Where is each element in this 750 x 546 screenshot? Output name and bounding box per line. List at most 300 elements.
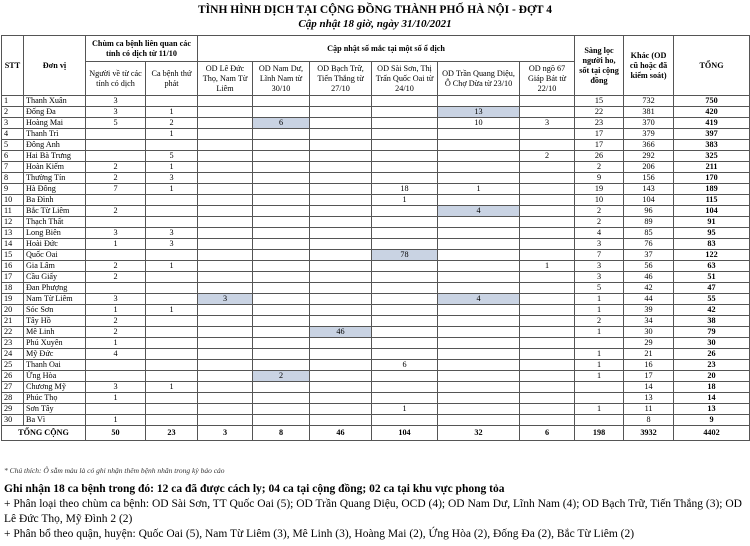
table-header xyxy=(2,36,750,96)
row-value-cell xyxy=(253,327,310,338)
row-total: 26 xyxy=(674,349,750,360)
row-value-cell xyxy=(372,393,438,404)
row-total: 55 xyxy=(674,294,750,305)
row-value-cell xyxy=(520,371,575,382)
row-value-cell xyxy=(253,338,310,349)
row-value-cell xyxy=(198,217,253,228)
row-unit-name: Phúc Thọ xyxy=(24,393,86,404)
row-value-cell xyxy=(253,228,310,239)
row-value-cell xyxy=(253,294,310,305)
row-value-cell xyxy=(438,305,520,316)
row-value-cell: 1 xyxy=(86,338,146,349)
row-screening: 2 xyxy=(575,316,624,327)
table-row xyxy=(2,118,750,129)
row-total: 383 xyxy=(674,140,750,151)
row-unit-name: Hai Bà Trưng xyxy=(24,151,86,162)
row-value-cell xyxy=(438,272,520,283)
row-value-cell: 3 xyxy=(86,382,146,393)
row-screening: 1 xyxy=(575,305,624,316)
row-unit-name: Ứng Hòa xyxy=(24,371,86,382)
row-other: 370 xyxy=(624,118,674,129)
row-unit-name: Nam Từ Liêm xyxy=(24,294,86,305)
row-unit-name: Mê Linh xyxy=(24,327,86,338)
row-value-cell xyxy=(310,173,372,184)
row-value-cell xyxy=(372,239,438,250)
row-total: 23 xyxy=(674,360,750,371)
header-other: Khác (OD cũ hoặc đã kiểm soát) xyxy=(624,36,674,96)
row-value-cell xyxy=(438,228,520,239)
row-value-cell xyxy=(146,415,198,426)
row-stt: 10 xyxy=(2,195,24,206)
row-value-cell xyxy=(198,360,253,371)
row-value-cell xyxy=(198,129,253,140)
table-row xyxy=(2,217,750,228)
table-row xyxy=(2,228,750,239)
row-screening: 19 xyxy=(575,184,624,195)
row-value-cell xyxy=(372,294,438,305)
table-row xyxy=(2,250,750,261)
row-value-cell xyxy=(86,371,146,382)
row-value-cell xyxy=(520,239,575,250)
row-value-cell xyxy=(146,250,198,261)
row-value-cell: 1 xyxy=(146,184,198,195)
summary-headline: Ghi nhận 18 ca bệnh trong đó: 12 ca đã được cách ly; 04 ca tại cộng đồng; 02 ca tại khu vực phong tỏa xyxy=(4,483,505,495)
row-unit-name: Phú Xuyên xyxy=(24,338,86,349)
row-value-cell xyxy=(520,96,575,107)
row-value-cell xyxy=(438,96,520,107)
row-value-cell xyxy=(372,96,438,107)
table-row xyxy=(2,404,750,415)
row-value-cell xyxy=(438,140,520,151)
row-value-cell xyxy=(372,349,438,360)
row-value-cell xyxy=(310,250,372,261)
row-value-cell xyxy=(310,118,372,129)
row-value-cell xyxy=(310,294,372,305)
row-value-cell: 13 xyxy=(438,107,520,118)
row-value-cell: 2 xyxy=(86,272,146,283)
row-value-cell: 2 xyxy=(86,316,146,327)
row-value-cell xyxy=(198,239,253,250)
row-value-cell xyxy=(438,404,520,415)
row-value-cell xyxy=(520,382,575,393)
row-value-cell xyxy=(520,283,575,294)
table-row xyxy=(2,129,750,140)
header-unit: Đơn vị xyxy=(24,36,86,96)
row-value-cell xyxy=(310,162,372,173)
row-value-cell xyxy=(438,239,520,250)
row-value-cell xyxy=(310,382,372,393)
row-value-cell xyxy=(253,162,310,173)
row-value-cell xyxy=(198,283,253,294)
row-value-cell xyxy=(198,228,253,239)
row-value-cell xyxy=(253,360,310,371)
table-body xyxy=(2,96,750,426)
row-value-cell xyxy=(146,338,198,349)
total-other: 3932 xyxy=(624,426,674,441)
row-unit-name: Sơn Tây xyxy=(24,404,86,415)
row-value-cell xyxy=(520,217,575,228)
row-total: 95 xyxy=(674,228,750,239)
row-stt: 11 xyxy=(2,206,24,217)
row-unit-name: Cầu Giấy xyxy=(24,272,86,283)
row-value-cell xyxy=(310,349,372,360)
row-total: 122 xyxy=(674,250,750,261)
row-value-cell xyxy=(520,140,575,151)
row-value-cell xyxy=(310,184,372,195)
row-value-cell: 2 xyxy=(86,162,146,173)
row-total: 18 xyxy=(674,382,750,393)
row-value-cell: 2 xyxy=(86,327,146,338)
row-stt: 13 xyxy=(2,228,24,239)
row-value-cell xyxy=(438,195,520,206)
row-value-cell xyxy=(253,349,310,360)
row-value-cell xyxy=(86,195,146,206)
row-total: 750 xyxy=(674,96,750,107)
row-other: 21 xyxy=(624,349,674,360)
row-value-cell xyxy=(198,118,253,129)
row-value-cell xyxy=(438,338,520,349)
row-total: 14 xyxy=(674,393,750,404)
row-value-cell xyxy=(438,129,520,140)
row-other: 34 xyxy=(624,316,674,327)
row-unit-name: Sóc Sơn xyxy=(24,305,86,316)
row-unit-name: Đông Anh xyxy=(24,140,86,151)
row-unit-name: Gia Lâm xyxy=(24,261,86,272)
row-stt: 5 xyxy=(2,140,24,151)
row-screening: 2 xyxy=(575,162,624,173)
row-value-cell xyxy=(372,327,438,338)
row-value-cell: 18 xyxy=(372,184,438,195)
report-title: TÌNH HÌNH DỊCH TẠI CỘNG ĐỒNG THÀNH PHỐ HÀ NỘI - ĐỢT 4 xyxy=(198,4,552,16)
row-value-cell xyxy=(198,305,253,316)
row-value-cell xyxy=(520,195,575,206)
row-value-cell: 2 xyxy=(146,118,198,129)
row-screening xyxy=(575,338,624,349)
row-stt: 23 xyxy=(2,338,24,349)
row-value-cell xyxy=(253,382,310,393)
header-secondary: Ca bệnh thứ phát xyxy=(146,62,198,96)
row-value-cell: 78 xyxy=(372,250,438,261)
header-od-sai-son: OD Sài Sơn, Thị Trấn Quốc Oai từ 24/10 xyxy=(372,62,438,96)
row-total: 211 xyxy=(674,162,750,173)
row-value-cell xyxy=(438,327,520,338)
row-other: 46 xyxy=(624,272,674,283)
row-value-cell xyxy=(198,349,253,360)
row-value-cell xyxy=(310,107,372,118)
table-row xyxy=(2,107,750,118)
row-value-cell: 1 xyxy=(146,129,198,140)
row-unit-name: Thanh Oai xyxy=(24,360,86,371)
row-value-cell xyxy=(438,217,520,228)
table-row xyxy=(2,382,750,393)
row-value-cell xyxy=(520,349,575,360)
row-other: 206 xyxy=(624,162,674,173)
row-value-cell xyxy=(372,173,438,184)
row-value-cell xyxy=(310,239,372,250)
row-value-cell xyxy=(520,206,575,217)
row-other: 42 xyxy=(624,283,674,294)
row-value-cell: 2 xyxy=(86,261,146,272)
row-value-cell xyxy=(146,393,198,404)
row-other: 292 xyxy=(624,151,674,162)
total-screening: 198 xyxy=(575,426,624,441)
row-unit-name: Hà Đông xyxy=(24,184,86,195)
row-screening: 2 xyxy=(575,206,624,217)
summary-by-cluster: + Phân loại theo chùm ca bệnh: OD Sài Sơn, TT Quốc Oai (5); OD Trần Quang Diệu, OCD (4); OD Nam Dư, Lĩnh Nam (4); OD Bạch Trữ, Tiến Thắng (3); OD Lê Đức Thọ, Mỹ Đình 2 (2) xyxy=(4,498,742,525)
row-value-cell xyxy=(198,371,253,382)
row-other: 96 xyxy=(624,206,674,217)
row-stt: 2 xyxy=(2,107,24,118)
table-row xyxy=(2,327,750,338)
row-unit-name: Đan Phượng xyxy=(24,283,86,294)
total-row xyxy=(2,426,750,441)
row-other: 37 xyxy=(624,250,674,261)
row-value-cell xyxy=(146,371,198,382)
table-row xyxy=(2,316,750,327)
row-stt: 17 xyxy=(2,272,24,283)
table-row xyxy=(2,96,750,107)
row-value-cell xyxy=(198,173,253,184)
row-stt: 3 xyxy=(2,118,24,129)
row-value-cell xyxy=(146,327,198,338)
row-other: 366 xyxy=(624,140,674,151)
header-group-province: Chùm ca bệnh liên quan các tỉnh có dịch từ 11/10 xyxy=(86,36,198,62)
row-other: 381 xyxy=(624,107,674,118)
row-screening: 1 xyxy=(575,294,624,305)
row-stt: 16 xyxy=(2,261,24,272)
row-value-cell xyxy=(253,206,310,217)
row-value-cell xyxy=(438,316,520,327)
row-value-cell xyxy=(310,272,372,283)
row-total: 170 xyxy=(674,173,750,184)
row-value-cell xyxy=(520,228,575,239)
row-stt: 19 xyxy=(2,294,24,305)
row-other: 104 xyxy=(624,195,674,206)
row-stt: 9 xyxy=(2,184,24,195)
row-total: 20 xyxy=(674,371,750,382)
row-value-cell xyxy=(438,250,520,261)
row-total: 51 xyxy=(674,272,750,283)
header-returnees: Người về từ các tỉnh có dịch xyxy=(86,62,146,96)
row-value-cell xyxy=(253,129,310,140)
row-value-cell xyxy=(198,184,253,195)
row-other: 8 xyxy=(624,415,674,426)
row-value-cell xyxy=(438,173,520,184)
row-value-cell xyxy=(253,316,310,327)
row-value-cell xyxy=(198,162,253,173)
row-value-cell xyxy=(372,107,438,118)
row-value-cell xyxy=(310,393,372,404)
row-value-cell xyxy=(372,118,438,129)
row-stt: 15 xyxy=(2,250,24,261)
header-od-nam-du: OD Nam Dư, Lĩnh Nam từ 30/10 xyxy=(253,62,310,96)
row-value-cell xyxy=(520,184,575,195)
table-row xyxy=(2,140,750,151)
row-unit-name: Hoàng Mai xyxy=(24,118,86,129)
row-value-cell xyxy=(198,272,253,283)
row-value-cell: 1 xyxy=(86,393,146,404)
row-total: 397 xyxy=(674,129,750,140)
row-value-cell xyxy=(372,316,438,327)
table-row xyxy=(2,272,750,283)
total-grand: 4402 xyxy=(674,426,750,441)
row-value-cell: 6 xyxy=(372,360,438,371)
row-value-cell xyxy=(438,371,520,382)
table-row xyxy=(2,349,750,360)
row-screening xyxy=(575,382,624,393)
row-value-cell xyxy=(310,283,372,294)
row-value-cell xyxy=(146,217,198,228)
row-value-cell xyxy=(198,107,253,118)
row-unit-name: Thanh Xuân xyxy=(24,96,86,107)
total-cell: 32 xyxy=(438,426,520,441)
row-value-cell: 5 xyxy=(146,151,198,162)
row-other: 29 xyxy=(624,338,674,349)
row-screening: 3 xyxy=(575,261,624,272)
row-value-cell: 2 xyxy=(86,206,146,217)
row-value-cell: 3 xyxy=(198,294,253,305)
row-screening: 3 xyxy=(575,239,624,250)
total-cell: 8 xyxy=(253,426,310,441)
row-value-cell xyxy=(372,283,438,294)
row-value-cell xyxy=(86,140,146,151)
row-other: 379 xyxy=(624,129,674,140)
row-total: 420 xyxy=(674,107,750,118)
row-total: 38 xyxy=(674,316,750,327)
row-value-cell: 1 xyxy=(146,261,198,272)
row-value-cell xyxy=(146,404,198,415)
row-value-cell: 4 xyxy=(438,206,520,217)
row-screening: 3 xyxy=(575,272,624,283)
row-other: 11 xyxy=(624,404,674,415)
row-value-cell xyxy=(198,206,253,217)
row-value-cell xyxy=(253,96,310,107)
row-screening: 5 xyxy=(575,283,624,294)
row-value-cell xyxy=(253,404,310,415)
row-value-cell xyxy=(253,272,310,283)
row-stt: 18 xyxy=(2,283,24,294)
table-row xyxy=(2,371,750,382)
row-value-cell xyxy=(372,305,438,316)
row-value-cell xyxy=(310,415,372,426)
row-value-cell xyxy=(198,382,253,393)
row-stt: 8 xyxy=(2,173,24,184)
epidemic-table xyxy=(1,35,750,441)
row-value-cell xyxy=(310,404,372,415)
row-value-cell: 1 xyxy=(520,261,575,272)
row-value-cell xyxy=(438,349,520,360)
row-stt: 12 xyxy=(2,217,24,228)
row-value-cell xyxy=(253,239,310,250)
row-value-cell xyxy=(520,338,575,349)
row-value-cell xyxy=(438,393,520,404)
row-total: 47 xyxy=(674,283,750,294)
row-value-cell xyxy=(372,140,438,151)
row-screening: 26 xyxy=(575,151,624,162)
table-row xyxy=(2,151,750,162)
row-value-cell xyxy=(253,184,310,195)
header-screening: Sàng lọc người ho, sốt tại cộng đồng xyxy=(575,36,624,96)
row-value-cell: 3 xyxy=(86,294,146,305)
row-value-cell xyxy=(310,151,372,162)
row-total: 419 xyxy=(674,118,750,129)
row-value-cell xyxy=(520,360,575,371)
row-unit-name: Ba Đình xyxy=(24,195,86,206)
row-other: 14 xyxy=(624,382,674,393)
row-value-cell xyxy=(86,129,146,140)
row-value-cell: 1 xyxy=(146,305,198,316)
row-stt: 20 xyxy=(2,305,24,316)
row-value-cell: 6 xyxy=(253,118,310,129)
row-value-cell xyxy=(146,360,198,371)
row-value-cell xyxy=(520,250,575,261)
row-value-cell xyxy=(438,261,520,272)
summary-by-district: + Phân bổ theo quận, huyện: Quốc Oai (5), Nam Từ Liêm (3), Mê Linh (3), Hoàng Mai (2), Ứng Hòa (2), Đống Đa (2), Bắc Từ Liêm (2) xyxy=(4,528,635,540)
row-value-cell xyxy=(372,338,438,349)
row-value-cell xyxy=(520,173,575,184)
row-value-cell xyxy=(86,360,146,371)
row-stt: 28 xyxy=(2,393,24,404)
row-screening: 22 xyxy=(575,107,624,118)
row-value-cell xyxy=(372,162,438,173)
row-other: 732 xyxy=(624,96,674,107)
table-row xyxy=(2,162,750,173)
row-value-cell xyxy=(198,151,253,162)
row-value-cell: 3 xyxy=(86,96,146,107)
total-label: TỔNG CỘNG xyxy=(2,426,86,441)
row-screening: 2 xyxy=(575,217,624,228)
row-value-cell xyxy=(520,415,575,426)
table-row xyxy=(2,173,750,184)
row-value-cell: 3 xyxy=(86,107,146,118)
row-value-cell: 10 xyxy=(438,118,520,129)
row-value-cell xyxy=(198,404,253,415)
row-unit-name: Tây Hồ xyxy=(24,316,86,327)
row-stt: 24 xyxy=(2,349,24,360)
row-stt: 6 xyxy=(2,151,24,162)
row-value-cell xyxy=(310,206,372,217)
row-value-cell xyxy=(520,316,575,327)
row-value-cell xyxy=(253,217,310,228)
row-value-cell xyxy=(310,305,372,316)
row-screening: 9 xyxy=(575,173,624,184)
row-value-cell xyxy=(198,140,253,151)
row-value-cell xyxy=(253,261,310,272)
row-screening: 23 xyxy=(575,118,624,129)
row-value-cell xyxy=(146,206,198,217)
row-screening: 4 xyxy=(575,228,624,239)
header-group-outbreaks: Cập nhật số mắc tại một số ổ dịch xyxy=(198,36,575,62)
row-value-cell: 1 xyxy=(86,415,146,426)
row-value-cell xyxy=(310,96,372,107)
row-value-cell: 1 xyxy=(372,404,438,415)
row-value-cell: 1 xyxy=(146,162,198,173)
row-other: 17 xyxy=(624,371,674,382)
row-value-cell xyxy=(372,272,438,283)
row-value-cell xyxy=(310,338,372,349)
total-cell: 104 xyxy=(372,426,438,441)
row-unit-name: Hoàn Kiếm xyxy=(24,162,86,173)
row-value-cell: 46 xyxy=(310,327,372,338)
row-value-cell xyxy=(253,107,310,118)
row-value-cell xyxy=(310,195,372,206)
row-stt: 26 xyxy=(2,371,24,382)
row-value-cell xyxy=(198,250,253,261)
table-row xyxy=(2,206,750,217)
row-value-cell xyxy=(198,327,253,338)
row-screening: 1 xyxy=(575,371,624,382)
row-total: 63 xyxy=(674,261,750,272)
